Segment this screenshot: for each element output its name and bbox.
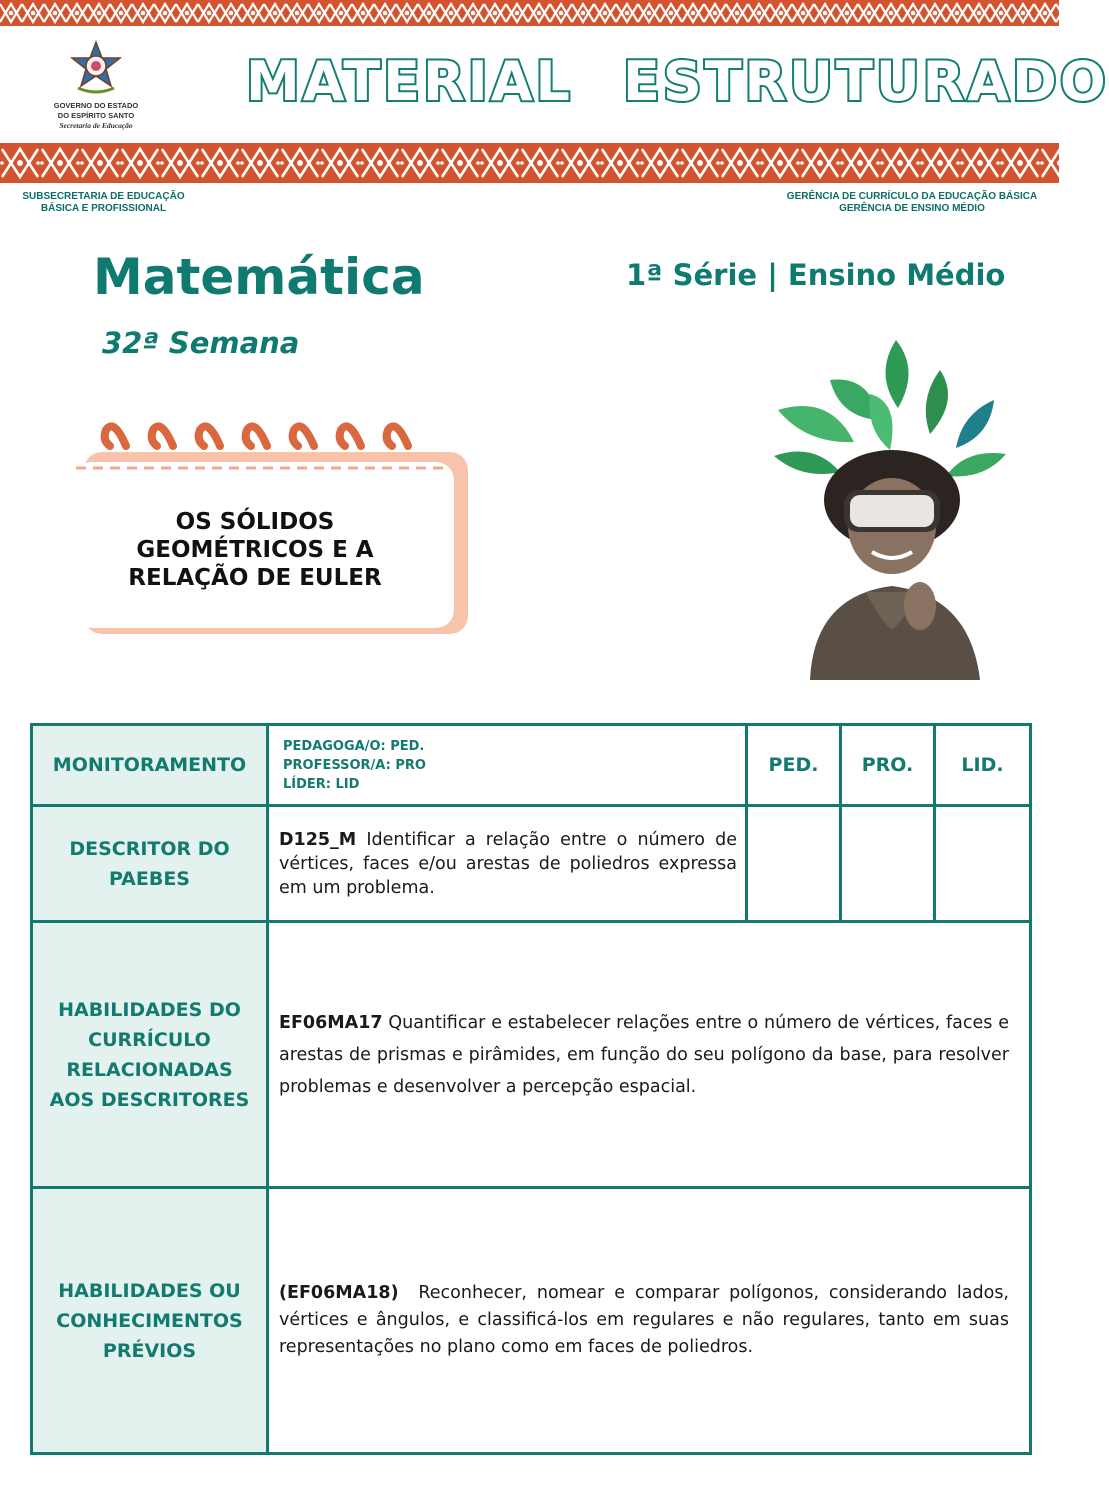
main-title — [246, 50, 1109, 113]
descritor-label: DESCRITOR DO PAEBES — [32, 806, 268, 922]
title-word-1: MATERIAL — [246, 50, 573, 113]
ped-check-cell[interactable] — [747, 806, 841, 922]
pro-column-header: PRO. — [841, 725, 935, 806]
lid-check-cell[interactable] — [935, 806, 1031, 922]
middle-decorative-band — [0, 143, 1059, 183]
habilidades-label: HABILIDADES DO CURRÍCULO RELACIONADAS AOS DESCRITORES — [32, 922, 268, 1188]
subsecretaria-label: SUBSECRETARIA DE EDUCAÇÃO BÁSICA E PROFISSIONAL — [22, 191, 185, 214]
conhecimentos-label: HABILIDADES OU CONHECIMENTOS PRÉVIOS — [32, 1188, 268, 1454]
logo-line-2: DO ESPÍRITO SANTO — [57, 111, 135, 120]
grade-label: 1ª Série | Ensino Médio — [626, 258, 1006, 292]
table-row-habilidades — [32, 922, 1031, 1188]
coat-of-arms-icon — [66, 40, 126, 96]
habilidade-code: EF06MA17 — [279, 1012, 383, 1033]
government-logo — [48, 40, 144, 130]
table-row-conhecimentos — [32, 1188, 1031, 1454]
logo-line-1: GOVERNO DO ESTADO — [53, 101, 139, 110]
descritor-text: D125_M Identificar a relação entre o número de vértices, faces e/ou arestas de poliedros expressa em um problema. — [268, 806, 747, 922]
conhecimento-code: (EF06MA18) — [279, 1283, 399, 1303]
subject-title: Matemática — [93, 248, 425, 306]
gerencia-label: GERÊNCIA DE CURRÍCULO DA EDUCAÇÃO BÁSICA GERÊNCIA DE ENSINO MÉDIO — [786, 191, 1038, 214]
lid-column-header: LID. — [935, 725, 1031, 806]
planning-table — [30, 723, 1032, 1455]
professor-field: PROFESSOR/A: PRO — [283, 757, 426, 773]
monitoramento-label: MONITORAMENTO — [32, 725, 268, 806]
pro-check-cell[interactable] — [841, 806, 935, 922]
top-decorative-band — [0, 0, 1059, 26]
roles-cell — [268, 725, 747, 806]
table-row-monitoramento — [32, 725, 1031, 806]
week-label: 32ª Semana — [102, 326, 300, 360]
vr-student-illustration — [770, 330, 1015, 680]
descritor-code: D125_M — [279, 829, 357, 850]
table-row-descritor — [32, 806, 1031, 922]
lider-field: LÍDER: LID — [283, 776, 360, 792]
pedagoga-field: PEDAGOGA/O: PED. — [283, 738, 425, 754]
title-word-2: ESTRUTURADO — [622, 50, 1109, 113]
conhecimentos-text: (EF06MA18) Reconhecer, nomear e comparar polígonos, considerando lados, vértices e ângulos, e classificá-los em regulares e não regulares, tanto em suas representações no plano como em faces de poliedros. — [268, 1188, 1031, 1454]
habilidades-text: EF06MA17 Quantificar e estabelecer relações entre o número de vértices, faces e arestas de prismas e pirâmides, em função do seu polígono da base, para resolver problemas e desenvolver a percepção espacial. — [268, 922, 1031, 1188]
ped-column-header: PED. — [747, 725, 841, 806]
topic-title: OS SÓLIDOS GEOMÉTRICOS E A RELAÇÃO DE EULER — [128, 509, 382, 591]
logo-line-3: Secretaria de Educação — [59, 121, 133, 130]
